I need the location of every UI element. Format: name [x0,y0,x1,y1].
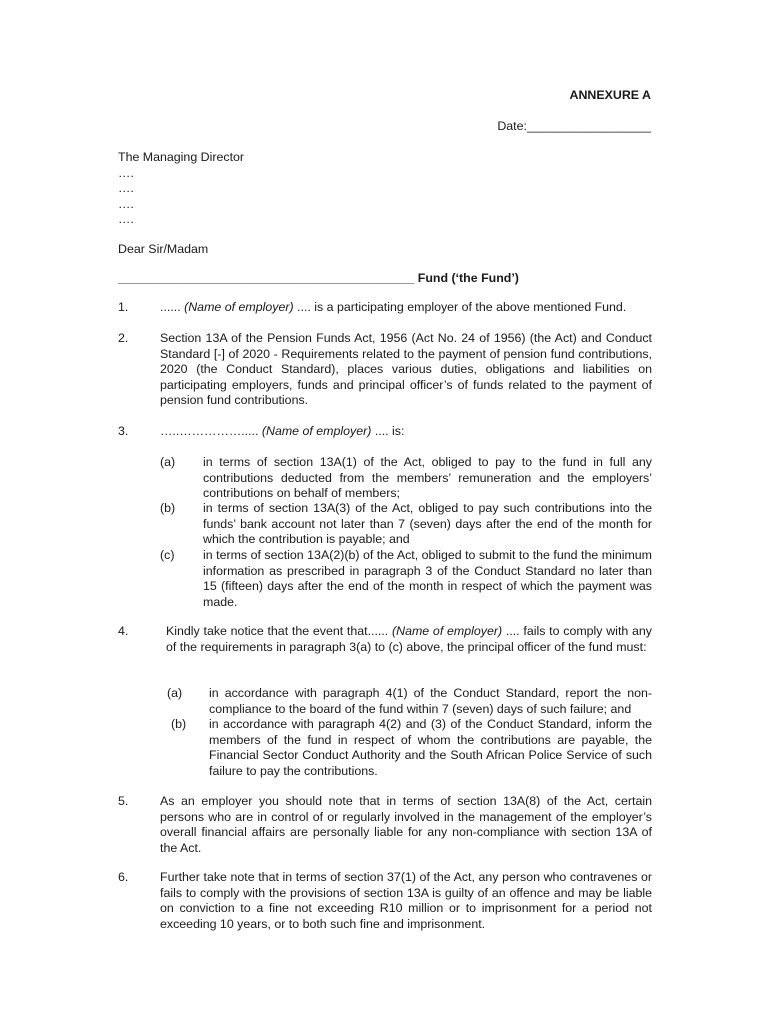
list-item-text: in accordance with paragraph 4(2) and (3) of the Conduct Standard, inform the members of the fund in respect of whom the contributions are payable, the Financial Sector Conduct Authority and the South African Police Service of such failure to pay the contributions. [209,717,652,778]
list-item-label: (b) [160,501,176,515]
fund-name-line: ___________________________________________ Fund (‘the Fund’) [118,271,519,285]
list-item-text: in terms of section 13A(1) of the Act, obliged to pay to the fund in full any contributions deducted from the members’ remuneration and the employers’ contributions on behalf of members; [203,455,652,501]
addressee-line: …. [118,196,134,211]
list-item-label: (b) [171,717,187,731]
date-line: Date:__________________ [497,119,651,133]
paragraph-text: …..……………..... (Name of employer) .... is: [160,424,405,438]
list-item-label: (c) [160,548,175,562]
paragraph-text: Further take note that in terms of section 37(1) of the Act, any person who contravenes or fails to comply with the provisions of section 13A is guilty of an offence and may be liable on conviction to a fine not exceeding R10 million or to imprisonment for a period not exceeding 10 years, or to both such fine and imprisonment. [160,870,652,931]
employer-placeholder: (Name of employer) [261,424,372,438]
salutation: Dear Sir/Madam [118,242,209,256]
employer-placeholder: (Name of employer) [184,300,294,314]
addressee-block [118,150,244,228]
annexure-heading: ANNEXURE A [569,88,651,102]
paragraph-text: As an employer you should note that in terms of section 13A(8) of the Act, certain persons who are in control of or regularly involved in the management of the employer’s overall financial affairs are personally liable for any non-compliance with section 13A of the Act. [160,794,652,855]
paragraph-text: Section 13A of the Pension Funds Act, 1956 (Act No. 24 of 1956) (the Act) and Conduct Standard [-] of 2020 - Requirements related to the payment of pension fund contributions, 2020 (the Conduct Standard), places various duties, obligations and liabilities on participating employers, funds and principal officer’s of funds related to the payment of pension fund contributions. [160,331,652,408]
addressee-line: …. [118,212,134,227]
paragraph-number: 2. [118,331,129,345]
paragraph-text: ...... (Name of employer) .... is a participating employer of the above mentioned Fund. [160,300,627,314]
addressee-line: …. [118,181,134,196]
list-item-label: (a) [160,455,176,469]
list-item-label: (a) [167,686,183,700]
list-item-text: in accordance with paragraph 4(1) of the Conduct Standard, report the non-compliance to the board of the fund within 7 (seven) days of such failure; and [209,686,652,716]
employer-placeholder: (Name of employer) [392,624,503,638]
paragraph-number: 1. [118,300,129,314]
paragraph-text: Kindly take notice that the event that...... (Name of employer) .... fails to comply with any of the requirements in paragraph 3(a) to (c) above, the principal officer of the fund must: [166,624,652,654]
paragraph-number: 3. [118,424,129,438]
paragraph-number: 5. [118,794,129,808]
addressee-line: …. [118,165,134,180]
addressee-title: The Managing Director [118,150,245,164]
paragraph-number: 6. [118,870,129,884]
paragraph-number: 4. [118,624,129,638]
list-item-text: in terms of section 13A(3) of the Act, obliged to pay such contributions into the funds’ bank account not later than 7 (seven) days after the end of the month for which the contribution is payable; and [203,501,652,547]
list-item-text: in terms of section 13A(2)(b) of the Act, obliged to submit to the fund the minimum information as prescribed in paragraph 3 of the Conduct Standard no later than 15 (fifteen) days after the end of the month in respect of which the payment was made. [203,548,652,609]
